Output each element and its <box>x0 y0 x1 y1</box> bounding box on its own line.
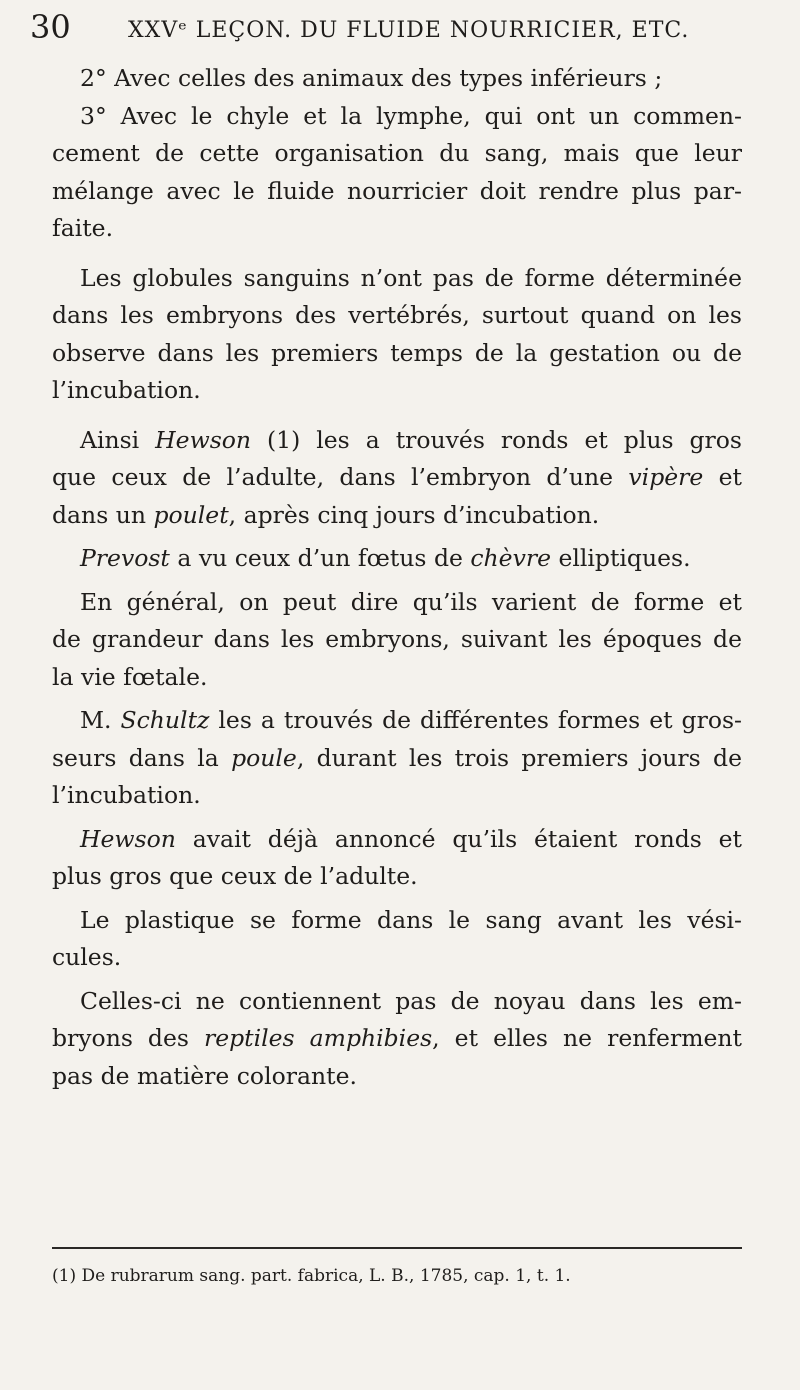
text-line: Hewson avait déjà annoncé qu’ils étaient ronds et <box>80 824 742 853</box>
text-line: 3° Avec le chyle et la lymphe, qui ont un commen- <box>80 101 742 130</box>
text-line: Ainsi Hewson (1) les a trouvés ronds et plus gros <box>80 425 742 454</box>
text-line: la vie fœtale. <box>52 662 208 691</box>
text-line: En général, on peut dire qu’ils varient de forme et <box>80 587 742 616</box>
text-line: 2° Avec celles des animaux des types inférieurs ; <box>80 64 663 92</box>
text-line: Les globules sanguins n’ont pas de forme déterminée <box>80 263 742 292</box>
text-line: l’incubation. <box>52 376 201 404</box>
page-header <box>20 8 740 52</box>
text-line: mélange avec le fluide nourricier doit rendre plus par- <box>52 176 742 205</box>
text-line: dans les embryons des vertébrés, surtout quand on les <box>52 301 742 329</box>
text-line: faite. <box>52 214 114 242</box>
text-line: bryons des reptiles amphibies, et elles ne renferment <box>52 1024 742 1052</box>
footnote: (1) De rubrarum sang. part. fabrica, L. B., 1785, cap. 1, t. 1. <box>52 1266 571 1286</box>
text-line: cement de cette organisation du sang, mais que leur <box>52 139 742 167</box>
text-line: pas de matière colorante. <box>52 1061 357 1090</box>
text-line: cules. <box>52 943 122 971</box>
running-head: XXVᵉ LEÇON. DU FLUIDE NOURRICIER, ETC. <box>128 18 690 43</box>
text-line: l’incubation. <box>52 781 201 809</box>
text-line: Prevost a vu ceux d’un fœtus de chèvre elliptiques. <box>80 544 691 572</box>
body-text <box>52 60 742 1095</box>
text-line: de grandeur dans les embryons, suivant les époques de <box>52 625 742 653</box>
text-line: observe dans les premiers temps de la gestation ou de <box>52 338 742 367</box>
text-line: M. Schultz les a trouvés de différentes formes et gros- <box>80 706 742 734</box>
text-line: seurs dans la poule, durant les trois premiers jours de <box>52 743 742 772</box>
page-number: 30 <box>30 8 71 46</box>
text-line: Le plastique se forme dans le sang avant les vési- <box>80 905 742 934</box>
text-line: Celles-ci ne contiennent pas de noyau dans les em- <box>80 986 742 1015</box>
text-line: dans un poulet, après cinq jours d’incubation. <box>52 500 600 529</box>
footnote-divider <box>52 1247 742 1249</box>
text-line: que ceux de l’adulte, dans l’embryon d’une vipère et <box>52 463 742 491</box>
text-line: plus gros que ceux de l’adulte. <box>52 862 418 890</box>
